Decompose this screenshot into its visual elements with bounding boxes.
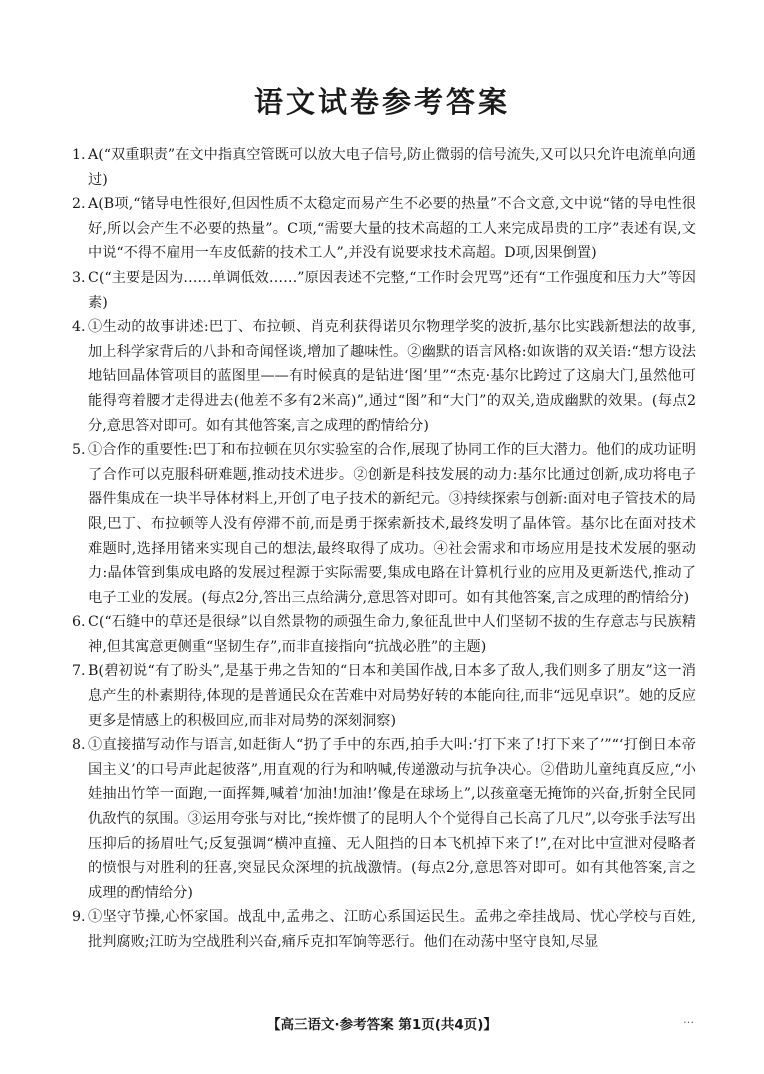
answer-list [72,143,696,955]
answer-text: C(“石缝中的草还是很绿”以自然景物的顽强生命力,象征乱世中人们坚韧不拔的生存意志与民族精神,但其寓意更侧重“坚韧生存”,而非直接指向“抗战必胜”的主题) [88,614,696,655]
answer-item [72,610,696,659]
answer-item [72,659,696,733]
answer-number: 9. [72,909,86,926]
answer-text: C(“主要是因为……单调低效……”原因表述不完整,“工作时会咒骂”还有“工作强度和压力大”等因素) [88,269,696,311]
answer-item [72,438,696,610]
page-footer: 【高三语文·参考答案 第1页(共4页)】 [267,1017,497,1033]
answer-item [72,733,696,905]
answer-number: 6. [72,614,86,631]
page-title: 语文试卷参考答案 [253,85,510,119]
answer-number: 8. [72,737,86,754]
answer-number: 4. [72,319,86,336]
answer-text: ①坚守节操,心怀家国。战乱中,孟弗之、江昉心系国运民生。孟弗之牵挂战局、忧心学校与百姓,批判腐败;江昉为空战胜利兴奋,痛斥克扣军饷等恶行。他们在动荡中坚守良知,尽显 [88,909,696,950]
answer-text: ①生动的故事讲述:巴丁、布拉顿、肖克利获得诺贝尔物理学奖的波折,基尔比实践新想法的故事,加上科学家背后的八卦和奇闻怪谈,增加了趣味性。②幽默的语言风格:如诙谐的双关语:“想方设法地钻回晶体管项目的蓝图里——有时候真的是钻进‘图’里”“杰克·基尔比跨过了这扇大门,虽然他可能得弯着腰才走得进去(他差不多有2米高)”,通过“图”和“大门”的双关,造成幽默的效果。(每点2分,意思答对即可。如有其他答案,言之成理的酌情给分) [88,319,696,434]
answer-item [72,192,696,266]
answer-text: A(“双重职责”在文中指真空管既可以放大电子信号,防止微弱的信号流失,又可以只允许电流单向通过) [88,147,696,188]
answer-text: B(碧初说“有了盼头”,是基于弗之告知的“日本和美国作战,日本多了敌人,我们则多了朋友”这一消息产生的朴素期待,体现的是普通民众在苦难中对局势好转的本能向往,而非“远见卓识”。她的反应更多是情感上的积极回应,而非对局势的深刻洞察) [88,663,696,729]
answer-item [72,905,696,954]
answer-text: A(B项,“锗导电性很好,但因性质不太稳定而易产生不必要的热量”不合文意,文中说“锗的导电性很好,所以会产生不必要的热量”。C项,“需要大量的技术高超的工人来完成昂贵的工序”表述有误,文中说“不得不雇用一车皮低薪的技术工人”,并没有说要求技术高超。D项,因果倒置) [88,196,696,262]
answer-item [72,266,696,315]
answer-number: 1. [72,147,86,163]
answer-number: 5. [72,442,86,459]
answer-text: ①直接描写动作与语言,如赶街人“扔了手中的东西,拍手大叫:‘打下来了!打下来了’”“‘打倒日本帝国主义’的口号声此起彼落”,用直观的行为和呐喊,传递激动与抗争决心。②借助儿童纯真反应,“小娃抽出竹竿一面跑,一面挥舞,喊着‘加油!加油!’像是在球场上”,以孩童毫无掩饰的兴奋,折射全民同仇敌忾的氛围。③运用夸张与对比,“挨炸惯了的昆明人个个觉得自己长高了几尺”,以夸张手法写出压抑后的扬眉吐气;反复强调“横冲直撞、无人阻挡的日本飞机掉下来了!”,在对比中宣泄对侵略者的愤恨与对胜利的狂喜,突显民众深埋的抗战激情。(每点2分,意思答对即可。如有其他答案,言之成理的酌情给分) [88,737,696,901]
answer-number: 3. [72,269,86,286]
answer-number: 2. [72,196,86,213]
answer-number: 7. [72,663,86,680]
answer-item [72,315,696,438]
answer-item [72,143,696,192]
answer-text: ①合作的重要性:巴丁和布拉顿在贝尔实验室的合作,展现了协同工作的巨大潜力。他们的成功证明了合作可以克服科研难题,推动技术进步。②创新是科技发展的动力:基尔比通过创新,成功将电子器件集成在一块半导体材料上,开创了电子技术的新纪元。③持续探索与创新:面对电子管技术的局限,巴丁、布拉顿等人没有停滞不前,而是勇于探索新技术,最终发明了晶体管。基尔比在面对技术难题时,选择用锗来实现自己的想法,最终取得了成功。④社会需求和市场应用是技术发展的驱动力:晶体管到集成电路的发展过程源于实际需要,集成电路在计算机行业的应用及更新迭代,推动了电子工业的发展。(每点2分,答出三点给满分,意思答对即可。如有其他答案,言之成理的酌情给分) [88,442,696,606]
corner-mark: … [683,1013,694,1026]
